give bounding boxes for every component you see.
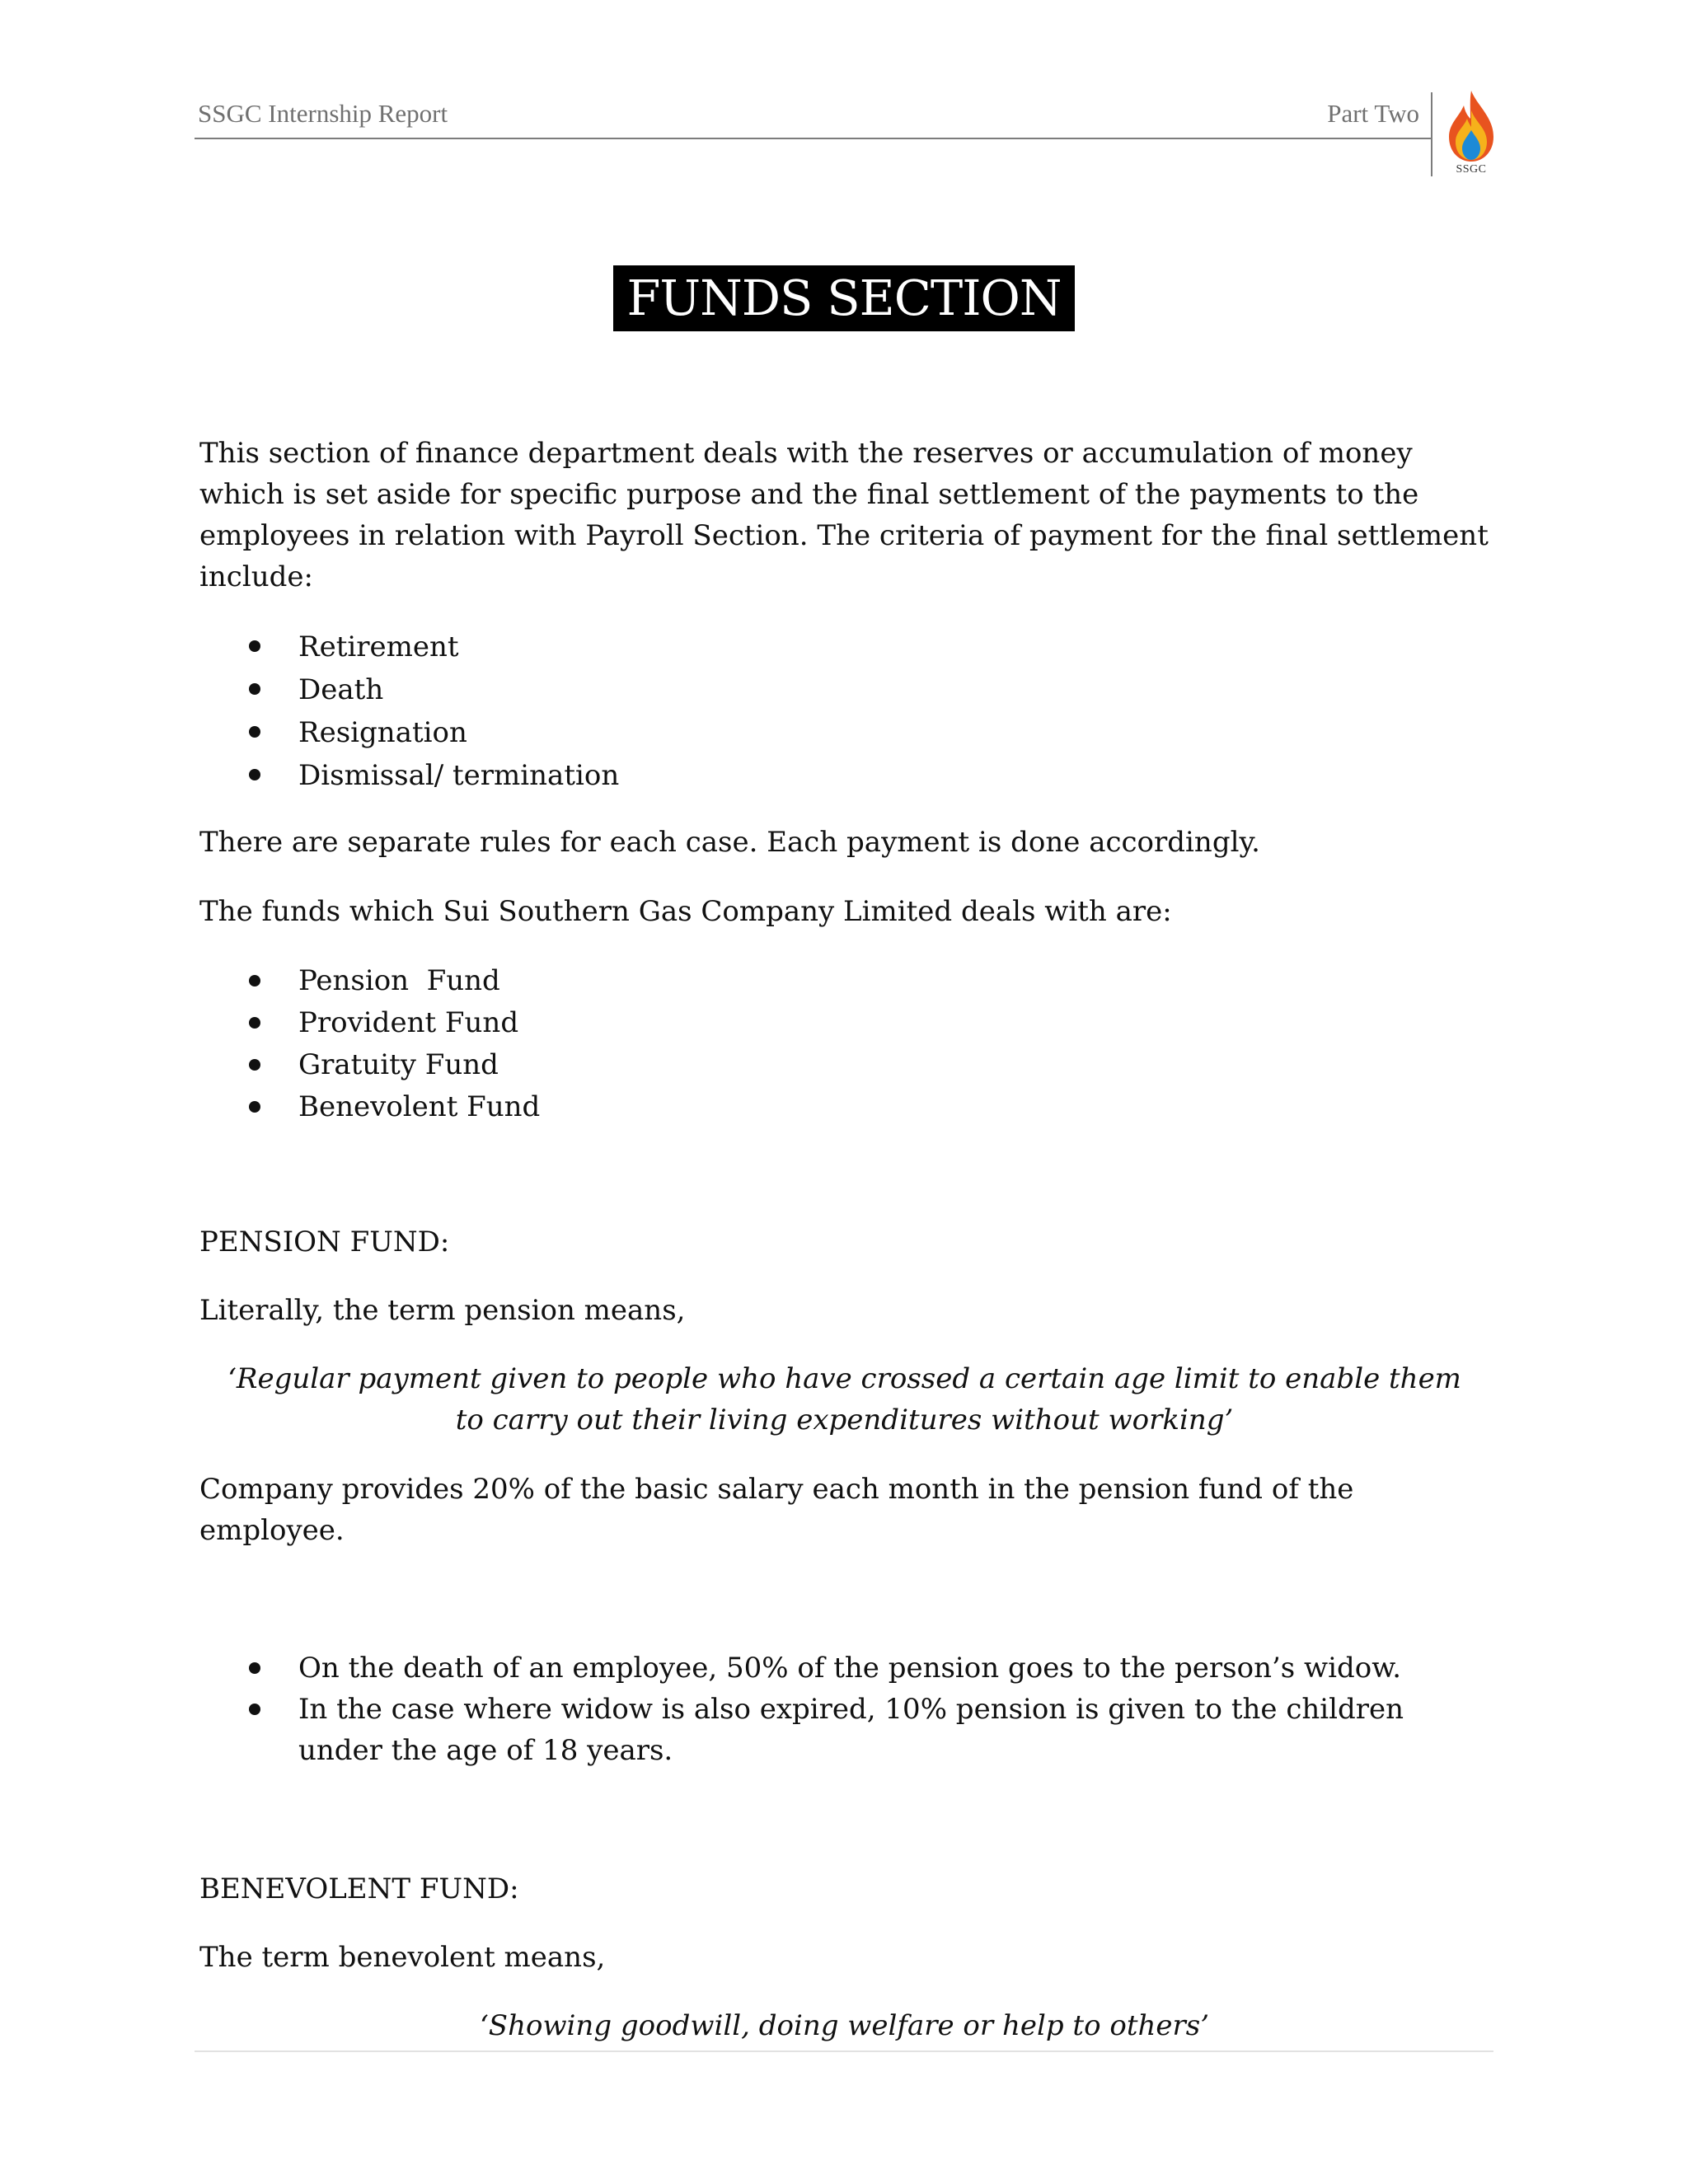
list-item: Resignation	[199, 711, 1489, 754]
page-header	[198, 92, 1487, 183]
list-item: Pension Fund	[199, 960, 1489, 1002]
benevolent-definition-quote: ‘Showing goodwill, doing welfare or help to others’	[479, 2009, 1210, 2042]
bullet-icon	[249, 1059, 260, 1071]
list-item: Retirement	[199, 626, 1489, 668]
pension-definition-quote: ‘Regular payment given to people who have crossed a certain age limit to enable them to carry out their living expenditures without working’	[227, 1362, 1461, 1436]
pension-heading: PENSION FUND:	[199, 1226, 450, 1258]
logo-text: SSGC	[1456, 163, 1487, 176]
list-item: On the death of an employee, 50% of the pension goes to the person’s widow.	[199, 1647, 1489, 1689]
funds-list	[199, 960, 1489, 1128]
bullet-icon	[249, 640, 260, 652]
bullet-icon	[249, 975, 260, 987]
ssgc-logo	[1442, 89, 1500, 180]
list-item: Death	[199, 668, 1489, 711]
header-report-title: SSGC Internship Report	[198, 99, 448, 128]
list-item: Provident Fund	[199, 1002, 1489, 1044]
bullet-icon	[249, 1704, 260, 1715]
header-vertical-divider	[1431, 92, 1432, 176]
benevolent-heading: BENEVOLENT FUND:	[199, 1872, 519, 1905]
bullet-icon	[249, 1101, 260, 1113]
bullet-icon	[249, 726, 260, 738]
flame-icon	[1442, 89, 1500, 165]
criteria-list	[199, 626, 1489, 797]
company-provides-text: Company provides 20% of the basic salary each month in the pension fund of the employee.	[199, 1473, 1354, 1547]
bullet-icon	[249, 683, 260, 695]
benevolent-term-text: The term benevolent means,	[199, 1941, 606, 1974]
list-item: Benevolent Fund	[199, 1086, 1489, 1128]
separate-rules-text: There are separate rules for each case. Each payment is done accordingly.	[199, 826, 1260, 859]
document-body	[199, 433, 1489, 2046]
section-title: FUNDS SECTION	[613, 265, 1074, 331]
bullet-icon	[249, 769, 260, 780]
list-item: Dismissal/ termination	[199, 754, 1489, 797]
header-divider	[195, 138, 1432, 139]
list-item: In the case where widow is also expired, 10% pension is given to the children under the age of 18 years.	[199, 1689, 1489, 1771]
bullet-icon	[249, 1662, 260, 1674]
title-wrap	[0, 265, 1688, 331]
pension-literally-text: Literally, the term pension means,	[199, 1294, 686, 1327]
funds-intro-text: The funds which Sui Southern Gas Company Limited deals with are:	[199, 895, 1172, 928]
bullet-icon	[249, 1017, 260, 1029]
intro-paragraph: This section of finance department deals with the reserves or accumulation of money which is set aside for specific purpose and the final settlement of the payments to the employees in relation with Payroll Section. The criteria of payment for the final settlement include:	[199, 437, 1489, 593]
list-item: Gratuity Fund	[199, 1044, 1489, 1086]
footer-divider	[195, 2050, 1493, 2052]
pension-rules-list	[199, 1647, 1489, 1771]
header-part-label: Part Two	[1327, 99, 1419, 128]
